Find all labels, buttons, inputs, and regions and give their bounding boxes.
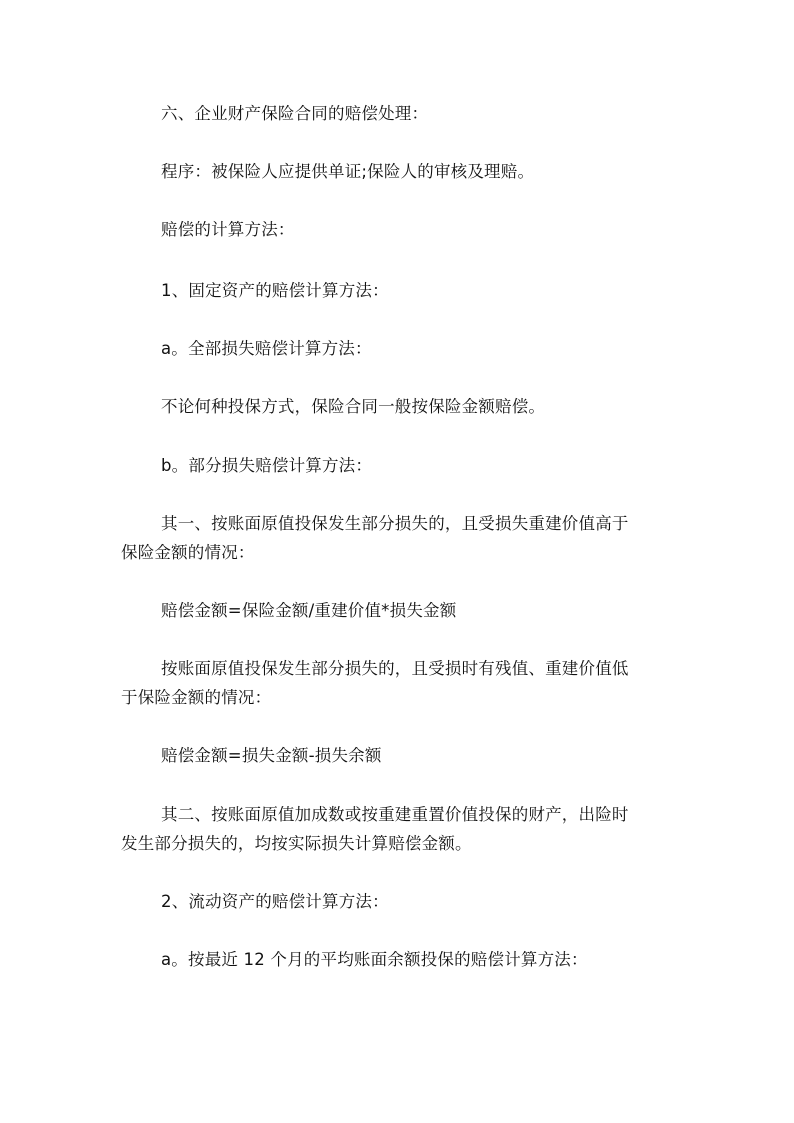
- paragraph-case-two-line-2: 发生部分损失的，均按实际损失计算赔偿金额。: [121, 834, 472, 853]
- formula-residual: 赔偿金额=损失金额-损失余额: [161, 746, 382, 765]
- subheading-current-assets: 2、流动资产的赔偿计算方法：: [161, 892, 389, 911]
- section-heading: 六、企业财产保险合同的赔偿处理：: [161, 104, 429, 123]
- subheading-calculation-method: 赔偿的计算方法：: [161, 220, 295, 239]
- paragraph-case-two-line-1: 其二、按账面原值加成数或按重建重置价值投保的财产，出险时: [161, 805, 629, 824]
- paragraph-case-one-line-2: 保险金额的情况：: [121, 543, 255, 562]
- subheading-average-balance: a。按最近 12 个月的平均账面余额投保的赔偿计算方法：: [161, 950, 588, 969]
- subheading-partial-loss: b。部分损失赔偿计算方法：: [161, 456, 373, 475]
- paragraph-residual-line-2: 于保险金额的情况：: [121, 688, 272, 707]
- subheading-total-loss: a。全部损失赔偿计算方法：: [161, 339, 372, 358]
- subheading-fixed-assets: 1、固定资产的赔偿计算方法：: [161, 281, 389, 300]
- paragraph-procedure: 程序：被保险人应提供单证;保险人的审核及理赔。: [161, 162, 535, 181]
- formula-case-one: 赔偿金额=保险金额/重建价值*损失金额: [161, 601, 457, 620]
- paragraph-residual-line-1: 按账面原值投保发生部分损失的，且受损时有残值、重建价值低: [161, 659, 629, 678]
- paragraph-case-one-line-1: 其一、按账面原值投保发生部分损失的，且受损失重建价值高于: [161, 514, 629, 533]
- paragraph-total-loss: 不论何种投保方式，保险合同一般按保险金额赔偿。: [161, 397, 546, 416]
